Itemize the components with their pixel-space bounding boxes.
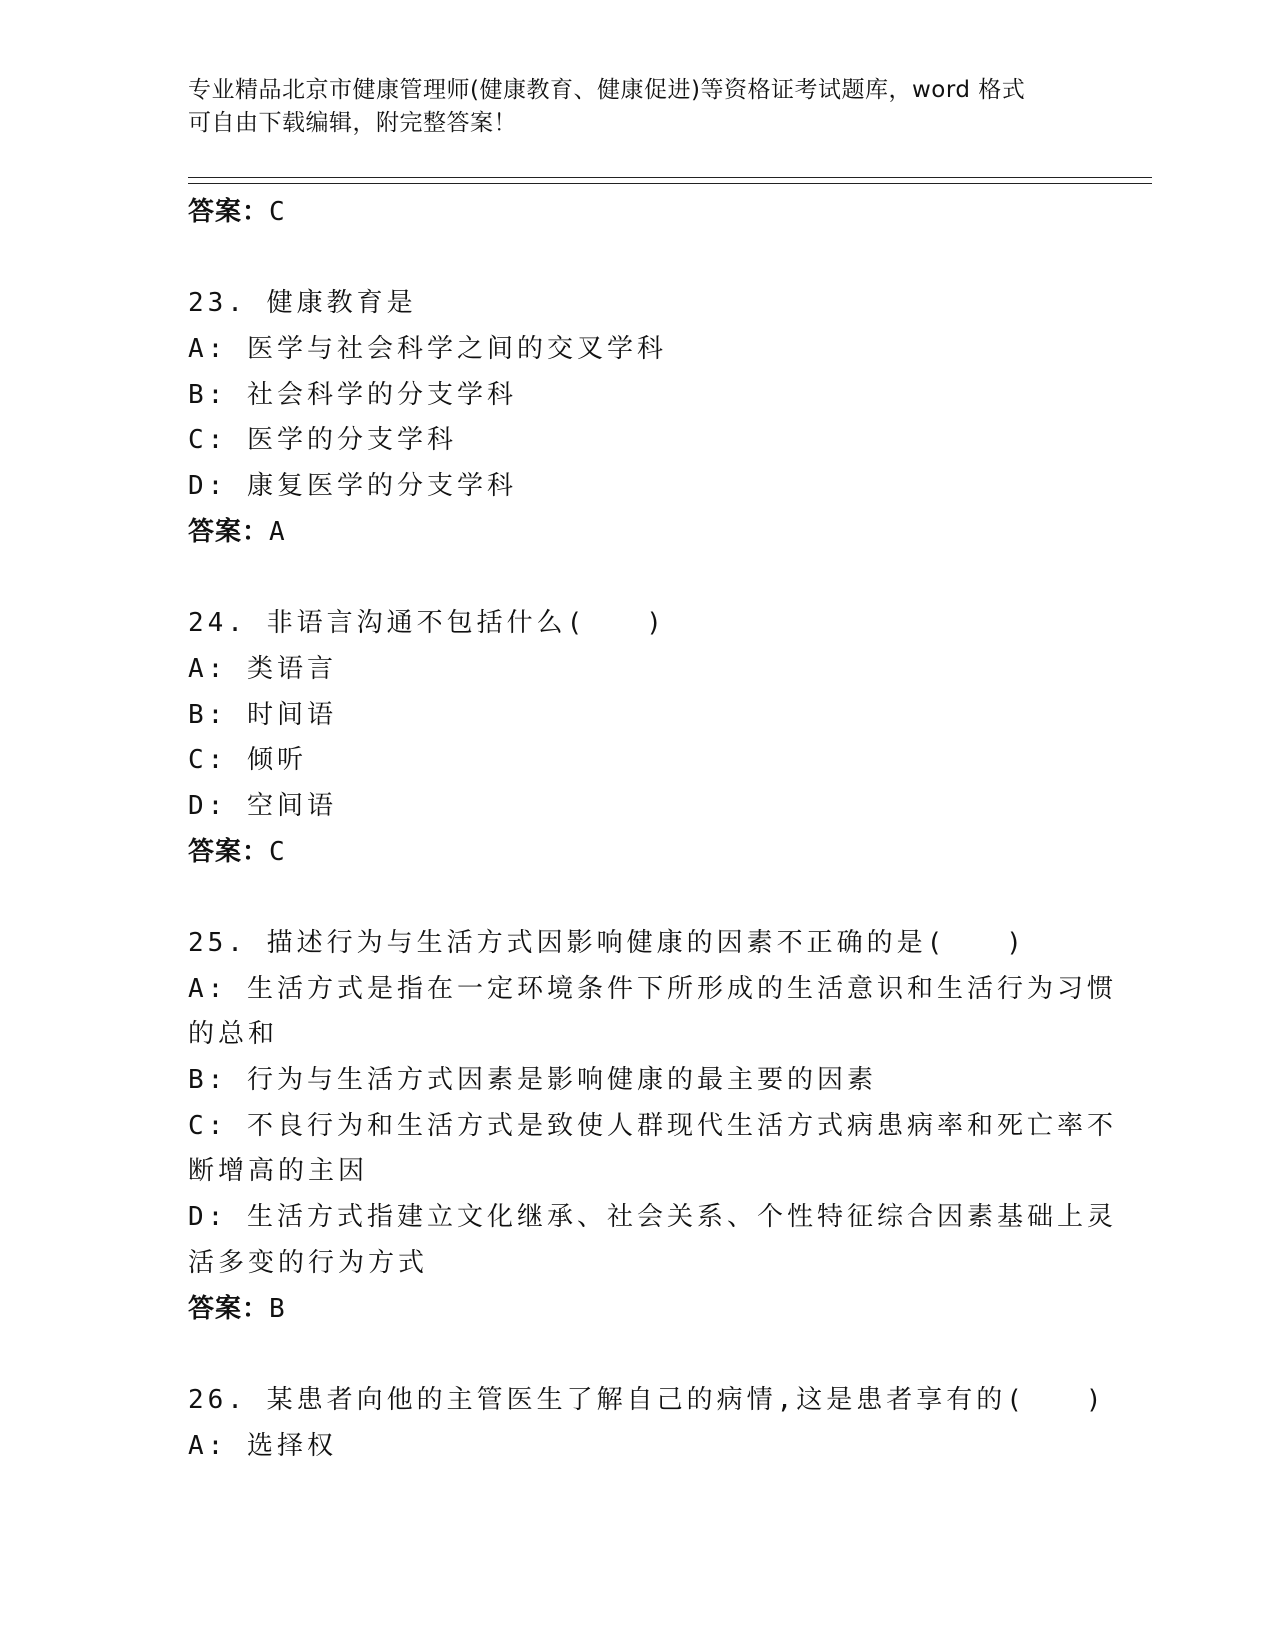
answer-value: A (269, 516, 286, 547)
header-divider-bottom (188, 183, 1152, 184)
question-stem: 23. 健康教育是 (188, 288, 417, 319)
option-line-continued: 的总和 (188, 1019, 279, 1050)
option-line: C: 医学的分支学科 (188, 425, 457, 456)
answer-line (188, 1287, 1088, 1333)
answer-line (188, 510, 1088, 556)
question-block (188, 281, 1088, 555)
question-block (188, 1378, 1106, 1469)
answer-line (188, 830, 1088, 876)
header-line-1: 专业精品北京市健康管理师(健康教育、健康促进)等资格证考试题库，word 格式 (188, 77, 1026, 103)
option-line-continued: 活多变的行为方式 (188, 1247, 429, 1278)
option-line: C: 不良行为和生活方式是致使人群现代生活方式病患病率和死亡率不 (188, 1110, 1117, 1141)
header-line-2: 可自由下载编辑，附完整答案！ (188, 110, 517, 136)
question-stem: 24. 非语言沟通不包括什么( ) (188, 608, 666, 639)
option-line-continued: 断增高的主因 (188, 1156, 369, 1187)
spacer (188, 236, 1088, 282)
option-line: D: 空间语 (188, 790, 337, 821)
spacer (188, 1332, 1088, 1378)
option-line: D: 康复医学的分支学科 (188, 471, 517, 502)
question-block (188, 921, 1117, 1332)
answer-value: C (269, 836, 286, 867)
option-line: B: 社会科学的分支学科 (188, 379, 517, 410)
header-divider-top (188, 177, 1152, 178)
option-line: A: 选择权 (188, 1430, 337, 1461)
answer-label: 答案： (188, 836, 270, 867)
spacer (188, 556, 1088, 602)
option-line: A: 医学与社会科学之间的交叉学科 (188, 334, 667, 365)
question-block (188, 601, 1088, 875)
answer-label: 答案： (188, 197, 270, 227)
option-line: B: 行为与生活方式因素是影响健康的最主要的因素 (188, 1065, 877, 1096)
question-stem: 26. 某患者向他的主管医生了解自己的病情,这是患者享有的( ) (188, 1384, 1106, 1415)
answer-line (188, 190, 1088, 236)
answer-value: C (269, 197, 286, 227)
document-header (188, 74, 1068, 140)
answer-label: 答案： (188, 1293, 270, 1324)
option-line: A: 类语言 (188, 653, 337, 684)
option-line: D: 生活方式指建立文化继承、社会关系、个性特征综合因素基础上灵 (188, 1202, 1117, 1233)
option-line: B: 时间语 (188, 699, 337, 730)
answer-label: 答案： (188, 516, 270, 547)
question-stem: 25. 描述行为与生活方式因影响健康的因素不正确的是( ) (188, 928, 1026, 958)
question-list (188, 190, 1117, 1469)
answer-value: B (269, 1293, 286, 1324)
spacer (188, 875, 1088, 921)
option-line: A: 生活方式是指在一定环境条件下所形成的生活意识和生活行为习惯 (188, 973, 1117, 1004)
option-line: C: 倾听 (188, 745, 307, 776)
